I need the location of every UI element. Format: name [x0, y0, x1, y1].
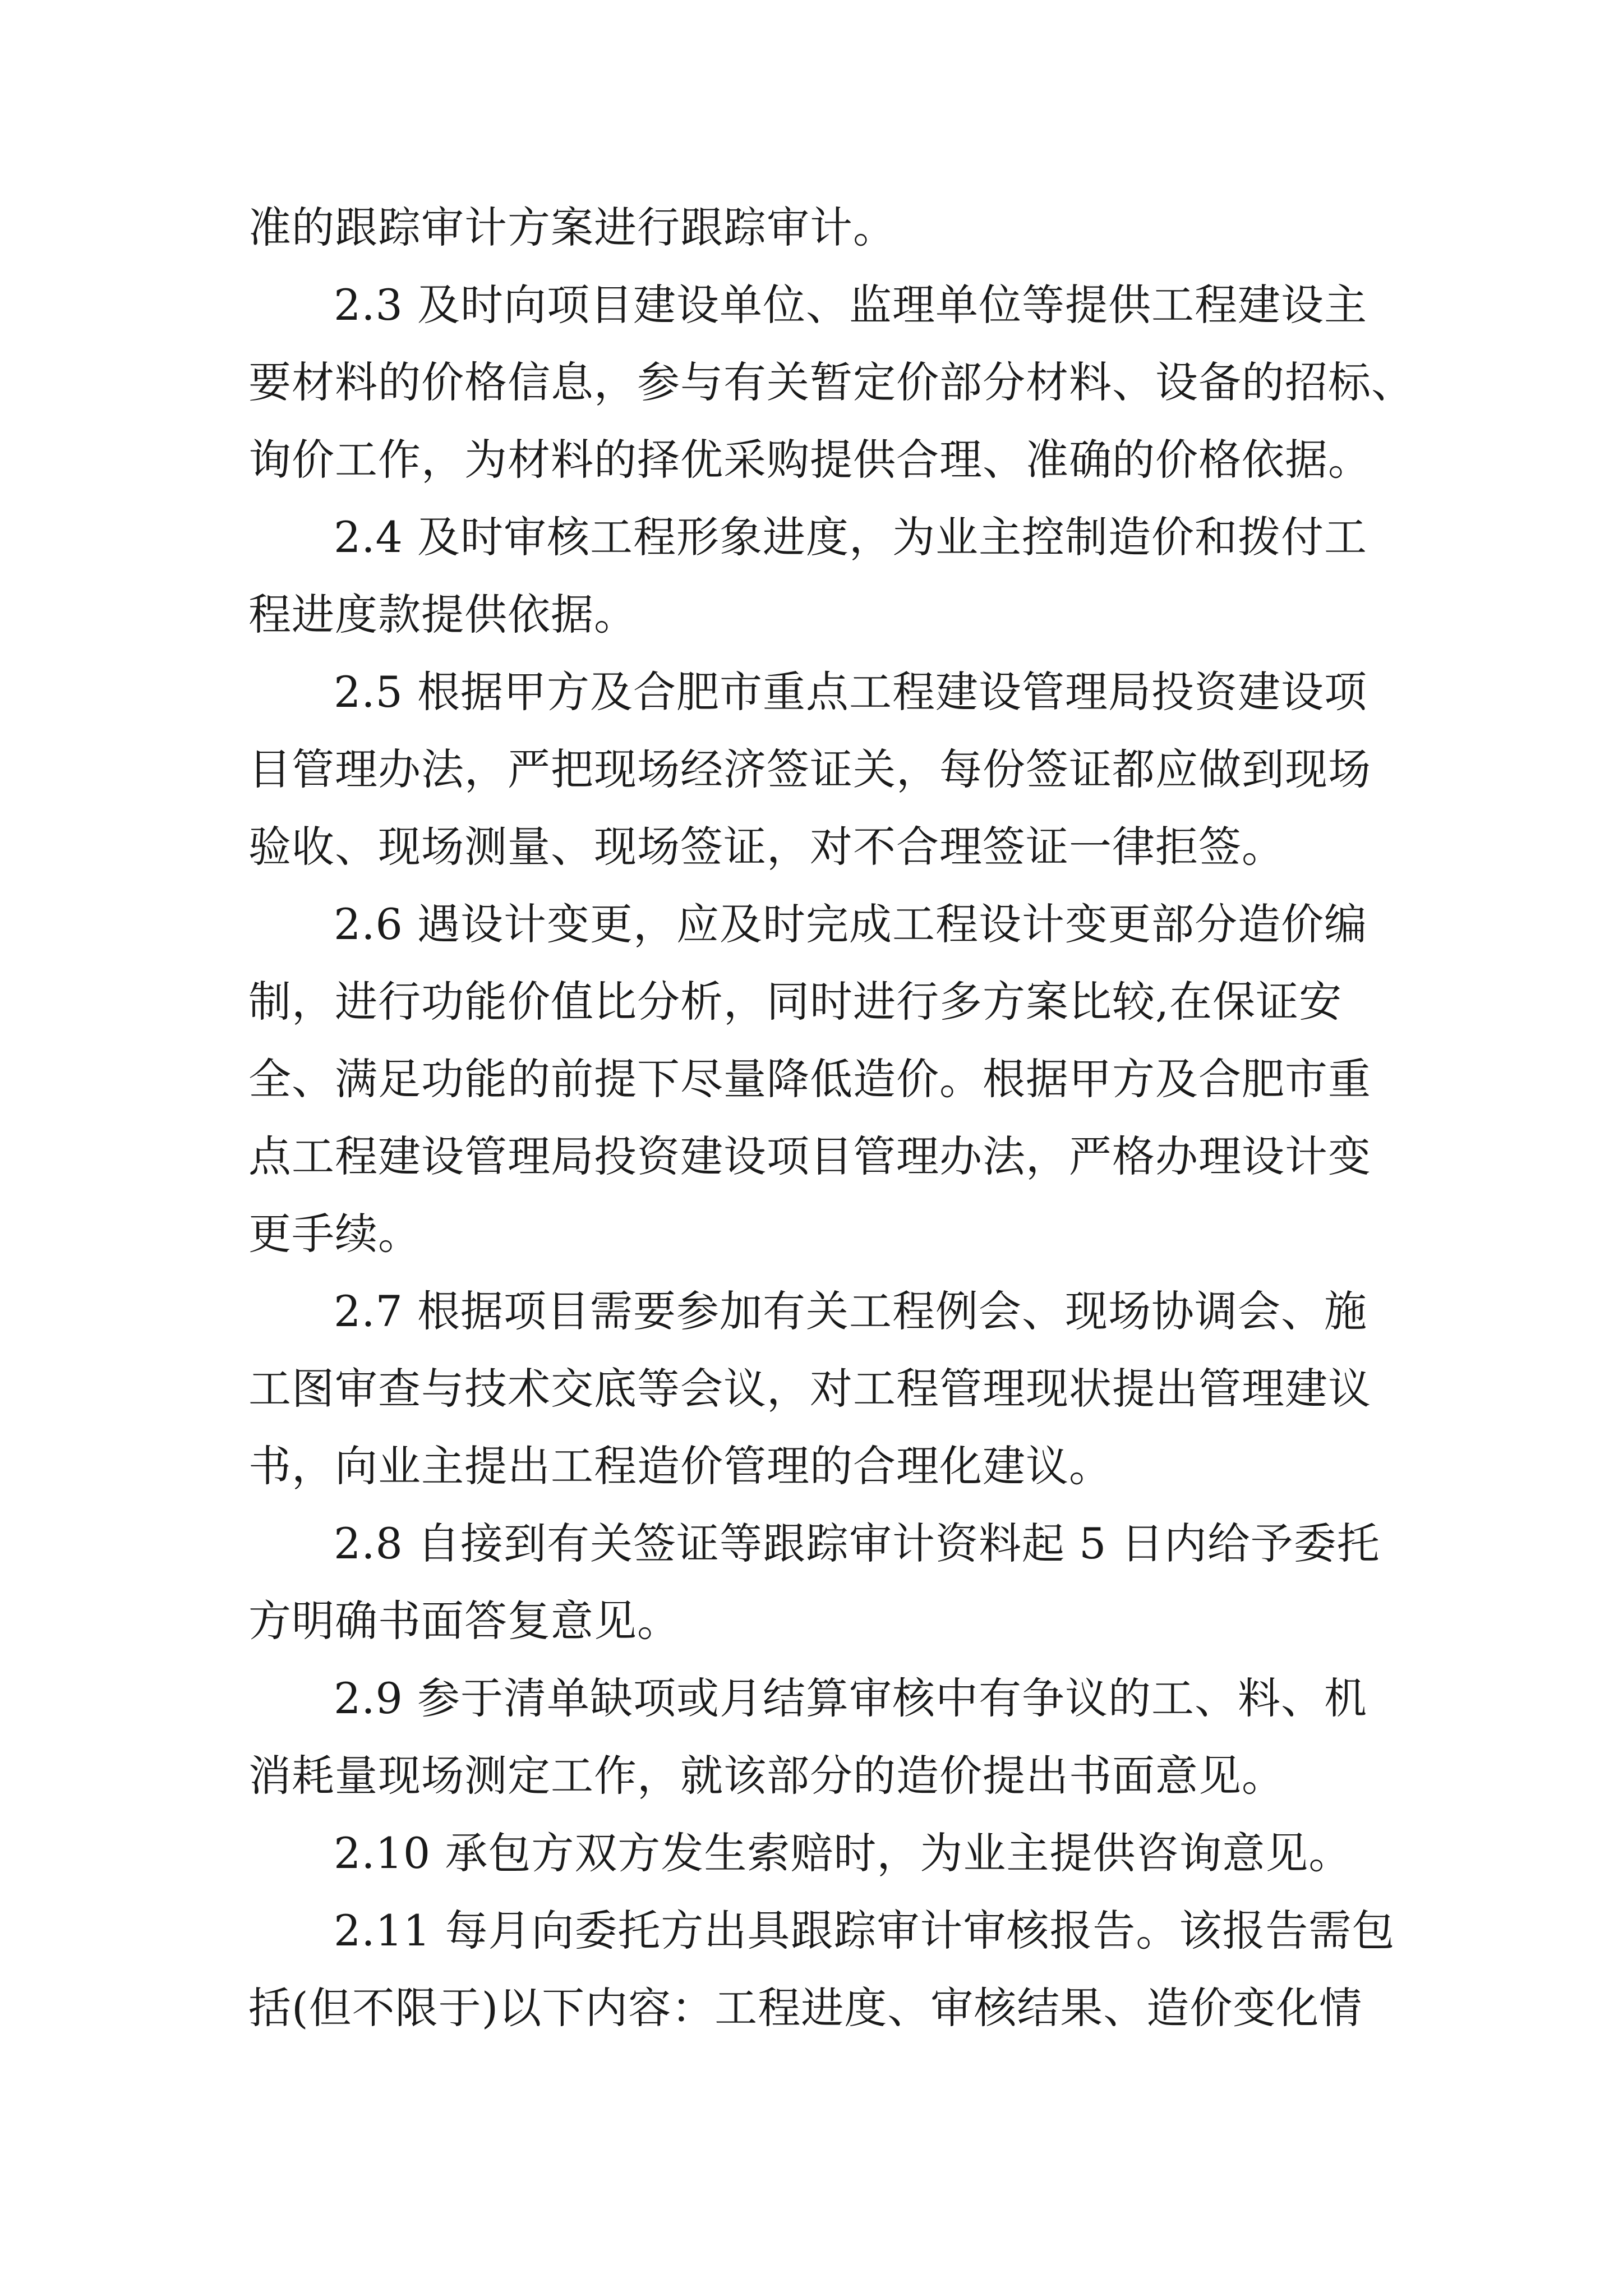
text-line: 要材料的价格信息，参与有关暂定价部分材料、设备的招标、	[248, 357, 1414, 407]
text-line: 更手续。	[248, 1209, 421, 1259]
text-line: 点工程建设管理局投资建设项目管理办法，严格办理设计变	[248, 1131, 1371, 1181]
text-line: 消耗量现场测定工作，就该部分的造价提出书面意见。	[248, 1751, 1285, 1801]
paragraph-2-5-line-1: 2.5 根据甲方及合肥市重点工程建设管理局投资建设项	[334, 667, 1368, 717]
paragraph-2-7-line-1: 2.7 根据项目需要参加有关工程例会、现场协调会、施	[334, 1286, 1368, 1336]
text-line: 询价工作，为材料的择优采购提供合理、准确的价格依据。	[248, 435, 1371, 485]
text-line: 书，向业主提出工程造价管理的合理化建议。	[248, 1441, 1112, 1491]
paragraph-2-3-line-1: 2.3 及时向项目建设单位、监理单位等提供工程建设主	[334, 280, 1368, 330]
text-line: 准的跟踪审计方案进行跟踪审计。	[248, 203, 896, 252]
text-line: 验收、现场测量、现场签证，对不合理签证一律拒签。	[248, 822, 1285, 872]
paragraph-2-9-line-1: 2.9 参于清单缺项或月结算审核中有争议的工、料、机	[334, 1673, 1368, 1723]
paragraph-2-6-line-1: 2.6 遇设计变更，应及时完成工程设计变更部分造价编	[334, 899, 1368, 949]
text-line: 全、满足功能的前提下尽量降低造价。根据甲方及合肥市重	[248, 1054, 1371, 1104]
text-line: 括(但不限于)以下内容：工程进度、审核结果、造价变化情	[248, 1983, 1363, 2033]
paragraph-2-10-line-1: 2.10 承包方双方发生索赔时，为业主提供咨询意见。	[334, 1828, 1352, 1878]
paragraph-2-4-line-1: 2.4 及时审核工程形象进度，为业主控制造价和拨付工	[334, 512, 1368, 562]
paragraph-2-11-line-1: 2.11 每月向委托方出具跟踪审计审核报告。该报告需包	[334, 1906, 1395, 1955]
text-line: 制，进行功能价值比分析，同时进行多方案比较,在保证安	[248, 977, 1343, 1027]
text-line: 程进度款提供依据。	[248, 590, 637, 639]
text-line: 目管理办法，严把现场经济签证关，每份签证都应做到现场	[248, 744, 1371, 794]
paragraph-2-8-line-1: 2.8 自接到有关签证等跟踪审计资料起 5 日内给予委托	[334, 1519, 1380, 1568]
text-line: 方明确书面答复意见。	[248, 1596, 680, 1646]
text-line: 工图审查与技术交底等会议，对工程管理现状提出管理建议	[248, 1364, 1371, 1414]
